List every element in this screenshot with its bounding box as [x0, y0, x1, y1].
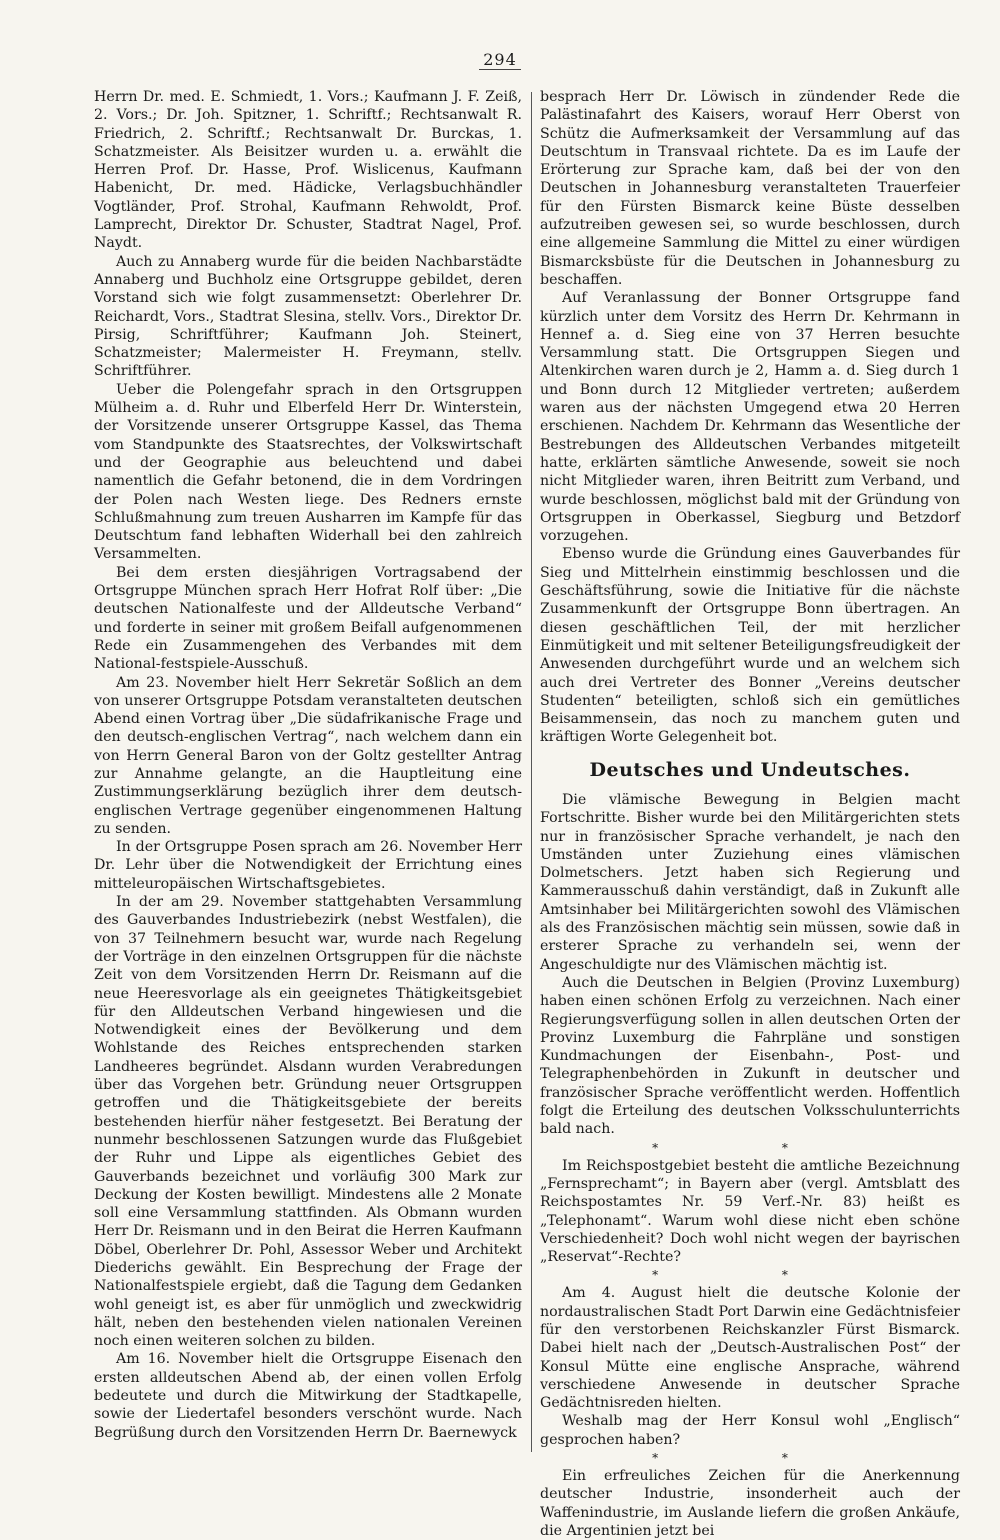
section-separator: * *: [652, 1140, 848, 1155]
right-column: [540, 88, 960, 1539]
paragraph: Am 16. November hielt die Ortsgruppe Eisenach den ersten alldeutschen Abend ab, der einen vollen Erfolg bedeutete und durch die Mitwirkung der Stadtkapelle, sowie der Liedertafel besonders verschönt wurde. Nach Begrüßung durch den Vorsitzenden Herrn Dr. Baernewyck: [94, 1351, 522, 1441]
paragraph: Ueber die Polengefahr sprach in den Ortsgruppen Mülheim a. d. Ruhr und Elberfeld Herr Dr. Winterstein, der Vorsitzende unserer Ortsgruppe Kassel, das Thema vom Standpunkte des Staatsrechtes, der Volkswirtschaft und der Geographie aus beleuchtend und dabei namentlich die Gefahr betonend, die in dem Vordringen der Polen nach Westen liege. Des Redners ernste Schlußmahnung zum treuen Ausharren im Kampfe für das Deutschtum fand lebhaften Widerhall bei den zahlreich Versammelten.: [94, 381, 522, 563]
paragraph: Auch die Deutschen in Belgien (Provinz Luxemburg) haben einen schönen Erfolg zu verzeichnen. Nach einer Regierungsverfügung sollen in allen deutschen Orten der Provinz Luxemburg die Fahrpläne und sonstigen Kundmachungen der Eisenbahn-, Post- und Telegraphenbehörden in Zukunft in deutscher und französischer Sprache veröffentlicht werden. Hoffentlich folgt die Erteilung des deutschen Volksschulunterrichts bald nach.: [540, 974, 960, 1138]
section-separator: * *: [652, 1268, 848, 1283]
column-divider: [531, 92, 532, 1452]
paragraph: Ebenso wurde die Gründung eines Gauverbandes für Sieg und Mittelrhein einstimmig beschlossen und die Geschäftsführung, sowie die Initiative für die nächste Zusammenkunft der Ortsgruppe Bonn übertragen. An diesen geschäftlichen Teil, der mit herzlicher Einmütigkeit und mit seltener Beteiligungsfreudigkeit der Anwesenden durchgeführt wurde und an welchem sich auch drei Vertreter des Bonner „Vereins deutscher Studenten“ beteiligten, schloß sich ein gemütliches Beisammensein, das noch zu manchem guten und kräftigen Worte Gelegenheit bot.: [540, 546, 960, 746]
paragraph: In der Ortsgruppe Posen sprach am 26. November Herr Dr. Lehr über die Notwendigkeit der Errichtung eines mitteleuropäischen Wirtschaftsgebietes.: [94, 839, 522, 892]
paragraph: Auch zu Annaberg wurde für die beiden Nachbarstädte Annaberg und Buchholz eine Ortsgruppe gebildet, deren Vorstand sich wie folgt zusammensetzt: Oberlehrer Dr. Reichardt, Vors., Stadtrat Slesina, stellv. Vors., Direktor Dr. Pirsig, Schriftführer; Kaufmann Joh. Steinert, Schatzmeister; Malermeister H. Freymann, stellv. Schriftführer.: [94, 253, 522, 380]
paragraph: Weshalb mag der Herr Konsul wohl „Englisch“ gesprochen haben?: [540, 1413, 960, 1448]
paragraph: Auf Veranlassung der Bonner Ortsgruppe fand kürzlich unter dem Vorsitz des Herrn Dr. Kehrmann in Hennef a. d. Sieg eine von 37 Herren besuchte Versammlung statt. Die Ortsgruppen Siegen und Altenkirchen waren durch je 2, Hamm a. d. Sieg durch 1 und Bonn durch 12 Mitglieder vertreten; außerdem waren aus der nächsten Umgegend etwa 20 Herren erschienen. Nachdem Dr. Kehrmann das Wesentliche der Bestrebungen des Alldeutschen Verbandes mitgeteilt hatte, erklärten sämtliche Anwesende, soweit sie noch nicht Mitglieder waren, ihren Beitritt zum Verband, und wurde beschlossen, möglichst bald mit der Gründung von Ortsgruppen in Oberkassel, Siegburg und Betzdorf vorzugehen.: [540, 290, 960, 545]
paragraph: Ein erfreuliches Zeichen für die Anerkennung deutscher Industrie, insonderheit auch der Waffenindustrie, im Auslande liefern die großen Ankäufe, die Argentinien jetzt bei: [540, 1468, 960, 1539]
section-separator: * *: [652, 1451, 848, 1466]
left-column: [94, 88, 522, 1456]
paragraph: Bei dem ersten diesjährigen Vortragsabend der Ortsgruppe München sprach Herr Hofrat Rolf über: „Die deutschen Nationalfeste und der Alldeutsche Verband“ und forderte in seiner mit großem Beifall aufgenommenen Rede ein Zusammengehen des Verbandes mit dem National-festspiele-Ausschuß.: [94, 564, 522, 673]
paragraph: Im Reichspostgebiet besteht die amtliche Bezeichnung „Fernsprechamt“; in Bayern aber (vergl. Amtsblatt des Reichspostamtes Nr. 59 Verf.-Nr. 83) heißt es „Telephonamt“. Warum wohl diese nicht eben schöne Verschiedenheit? Doch wohl nicht wegen der bayrischen „Reservat“-Rechte?: [540, 1157, 960, 1266]
page-number: 294: [0, 50, 1000, 69]
paragraph: Die vlämische Bewegung in Belgien macht Fortschritte. Bisher wurde bei den Militärgerichten stets nur in französischer Sprache verhandelt, je nach den Umständen unter Zuziehung eines vlämischen Dolmetschers. Jetzt haben sich Regierung und Kammerausschuß dahin verständigt, daß in Zukunft alle Amtsinhaber bei Militärgerichten sowohl des Vlämischen als des Französischen mächtig sein müssen, sowie daß in ersterer Sprache zu verhandeln sei, wenn der Angeschuldigte nur des Vlämischen mächtig ist.: [540, 791, 960, 973]
paragraph: besprach Herr Dr. Löwisch in zündender Rede die Palästinafahrt des Kaisers, worauf Herr Oberst von Schütz die Aufmerksamkeit der Versammlung auf das Deutschtum in Transvaal richtete. Da es im Laufe der Erörterung zur Sprache kam, daß bei der von den Deutschen in Johannesburg veranstalteten Trauerfeier für den Fürsten Bismarck keine Büste desselben aufzutreiben gewesen sei, so wurde beschlossen, durch eine allgemeine Sammlung die Mittel zu einer würdigen Bismarcksbüste für die Deutschen in Johannesburg zu beschaffen.: [540, 89, 960, 288]
paragraph: Herrn Dr. med. E. Schmiedt, 1. Vors.; Kaufmann J. F. Zeiß, 2. Vors.; Dr. Joh. Spitzner, 1. Schriftf.; Rechtsanwalt R. Friedrich, 2. Schriftf.; Rechtsanwalt Dr. Burckas, 1. Schatzmeister. Als Beisitzer wurden u. a. erwählt die Herren Prof. Dr. Hasse, Prof. Wislicenus, Kaufmann Habenicht, Dr. med. Hädicke, Verlagsbuchhändler Vogtländer, Prof. Strohal, Kaufmann Rehwoldt, Prof. Lamprecht, Direktor Dr. Schuster, Stadtrat Nagel, Prof. Naydt.: [94, 89, 522, 252]
paragraph: In der am 29. November stattgehabten Versammlung des Gauverbandes Industriebezirk (nebst Westfalen), die von 37 Teilnehmern besucht war, wurde nach Regelung der Vorträge in den einzelnen Ortsgruppen für die nächste Zeit von dem Vorsitzenden Herrn Dr. Reismann auf die neue Heeresvorlage als ein geeignetes Thätigkeitsgebiet für den Alldeutschen Verband hingewiesen und die Notwendigkeit eines der Bevölkerung und dem Wohlstande des Reiches entsprechenden starken Landheeres begründet. Alsdann wurden Verabredungen über das Vorgehen betr. Gründung neuer Ortsgruppen getroffen und die Thätigkeitsgebiete der bereits bestehenden hierfür näher festgesetzt. Bei Beratung der nunmehr beschlossenen Satzungen wurde das Flußgebiet der Ruhr und Lippe als eigentliches Gebiet des Gauverbands bezeichnet und vorläufig 300 Mark zur Deckung der Kosten bewilligt. Mindestens alle 2 Monate soll eine Versammlung stattfinden. Als Obmann wurden Herr Dr. Reismann und in den Beirat die Herren Kaufmann Döbel, Oberlehrer Dr. Pohl, Assessor Weber und Architekt Diederichs gewählt. Ein Besprechung der Frage der Nationalfestspiele ergiebt, daß die Tagung dem Gedanken wohl geneigt ist, es aber für unmöglich und zweckwidrig hält, neben den bestehenden vielen nationalen Vereinen noch einen weiteren solchen zu bilden.: [94, 894, 522, 1350]
paragraph: Am 23. November hielt Herr Sekretär Soßlich an dem von unserer Ortsgruppe Potsdam veranstalteten deutschen Abend einen Vortrag über „Die südafrikanische Frage und den deutsch-englischen Vertrag“, nach welchem dann ein von Herrn General Baron von der Goltz gestellter Antrag zur Annahme gelangte, an die Hauptleitung eine Zustimmungserklärung bezüglich ihrer dem deutsch-englischen Vertrage gegenüber eingenommenen Haltung zu senden.: [94, 674, 522, 837]
section-heading: Deutsches und Undeutsches.: [589, 758, 911, 781]
paragraph: Am 4. August hielt die deutsche Kolonie der nordaustralischen Stadt Port Darwin eine Gedächtnisfeier für den verstorbenen Reichskanzler Fürst Bismarck. Dabei hielt nach der „Deutsch-Australischen Post“ der Konsul Mütte eine englische Ansprache, während verschiedene Anwesende in deutscher Sprache Gedächtnisreden hielten.: [540, 1285, 960, 1412]
